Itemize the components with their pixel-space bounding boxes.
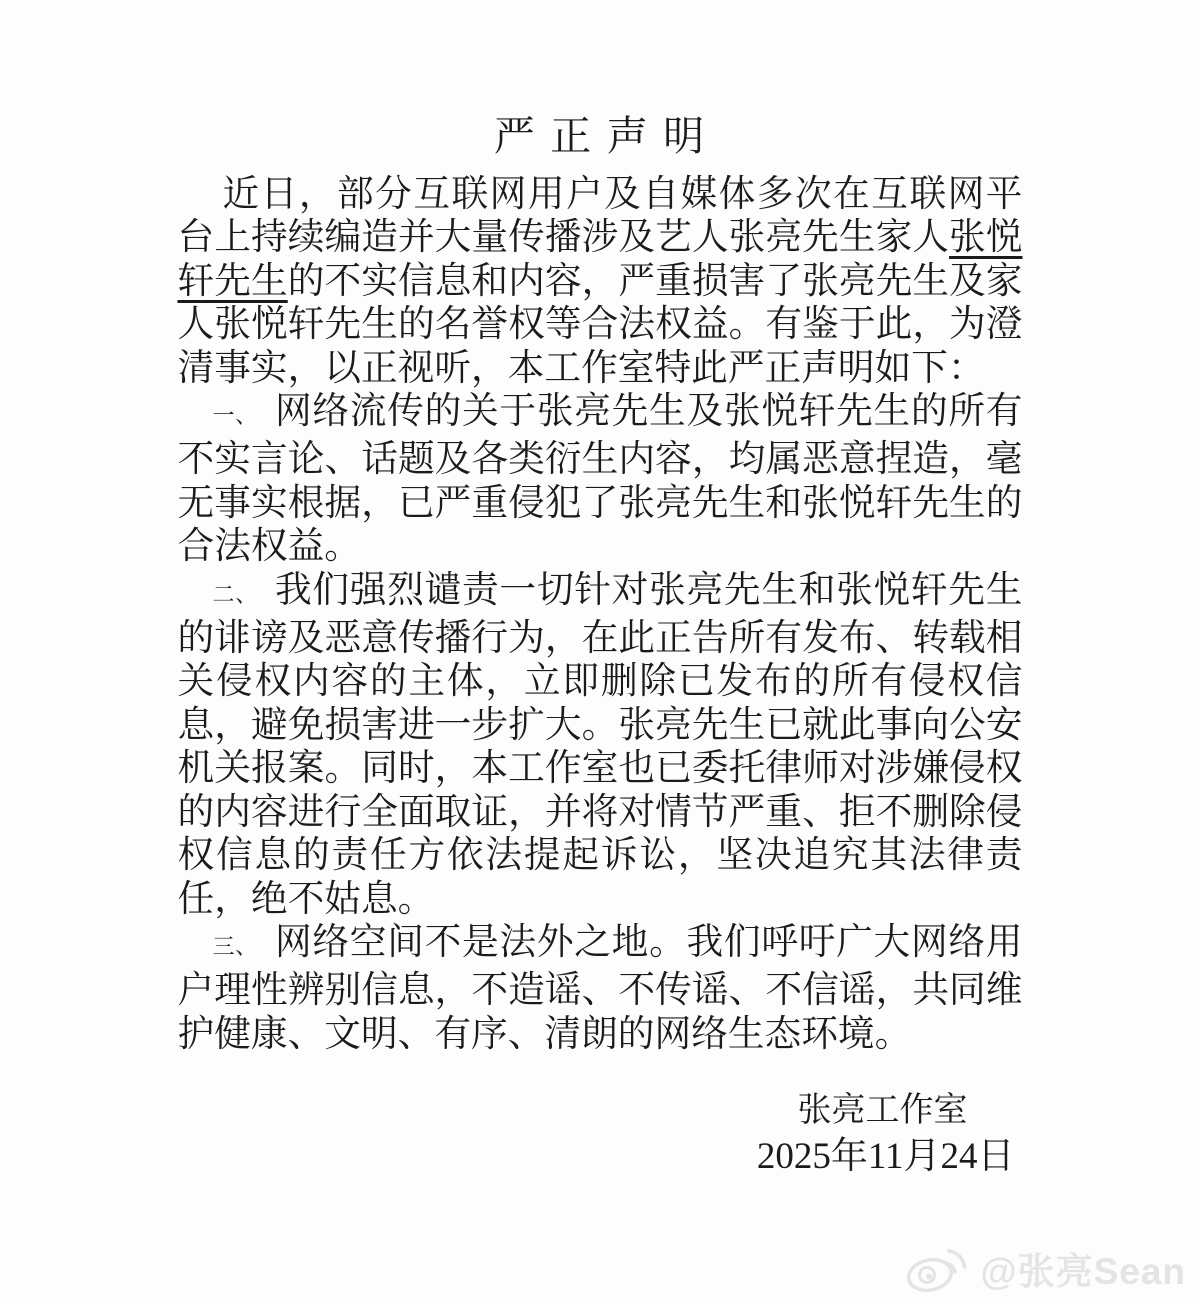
- statement-date: 2025年11月24日: [756, 1136, 1015, 1178]
- paragraph-text: 近日，部分互联网用户及自媒体多次在互联网平台上持续编造并大量传播涉及艺人张亮先生家人: [177, 173, 1023, 258]
- statement-document: [178, 0, 1023, 1177]
- paragraph-text: 我们强烈谴责一切针对张亮先生和张悦轩先生的诽谤及恶意传播行为，在此正告所有发布、转载相关侵权内容的主体，立即删除已发布的所有侵权信息，避免损害进一步扩大。张亮先生已就此事向公安机关报案。同时，本工作室也已委托律师对涉嫌侵权的内容进行全面取证，并将对情节严重、拒不删除侵权信息的责任方依法提起诉讼，坚决追究其法律责任，绝不姑息。: [177, 568, 1023, 919]
- statement-paragraph: [178, 568, 1023, 920]
- paragraph-number-marker: 一、: [212, 403, 258, 429]
- watermark-handle: @张亮Sean: [980, 1251, 1186, 1292]
- paragraph-text: 网络流传的关于张亮先生及张悦轩先生的所有不实言论、话题及各类衍生内容，均属恶意捏造，毫无事实根据，已严重侵犯了张亮先生和张悦轩先生的合法权益。: [177, 390, 1023, 567]
- paragraph-number-marker: 三、: [212, 933, 258, 959]
- watermark: [904, 1241, 1186, 1295]
- statement-paragraph: [178, 920, 1023, 1055]
- statement-paragraph: [178, 389, 1023, 568]
- statement-body: [178, 172, 1023, 1055]
- paragraph-text: 网络空间不是法外之地。我们呼吁广大网络用户理性辨别信息，不造谣、不传谣、不信谣，共同维护健康、文明、有序、清朗的网络生态环境。: [177, 920, 1023, 1054]
- paragraph-number-marker: 二、: [212, 581, 258, 607]
- underlined-name-text: 张悦轩先生: [177, 216, 1023, 301]
- weibo-logo-icon: [904, 1242, 970, 1294]
- statement-title: 严 正 声 明: [493, 113, 707, 159]
- statement-paragraph: [178, 172, 1023, 389]
- paragraph-text: 的不实信息和内容，严重损害了张亮先生及家人张悦轩先生的名誉权等合法权益。有鉴于此，为澄清事实，以正视听，本工作室特此严正声明如下：: [177, 259, 1023, 388]
- signature: 张亮工作室: [797, 1091, 968, 1130]
